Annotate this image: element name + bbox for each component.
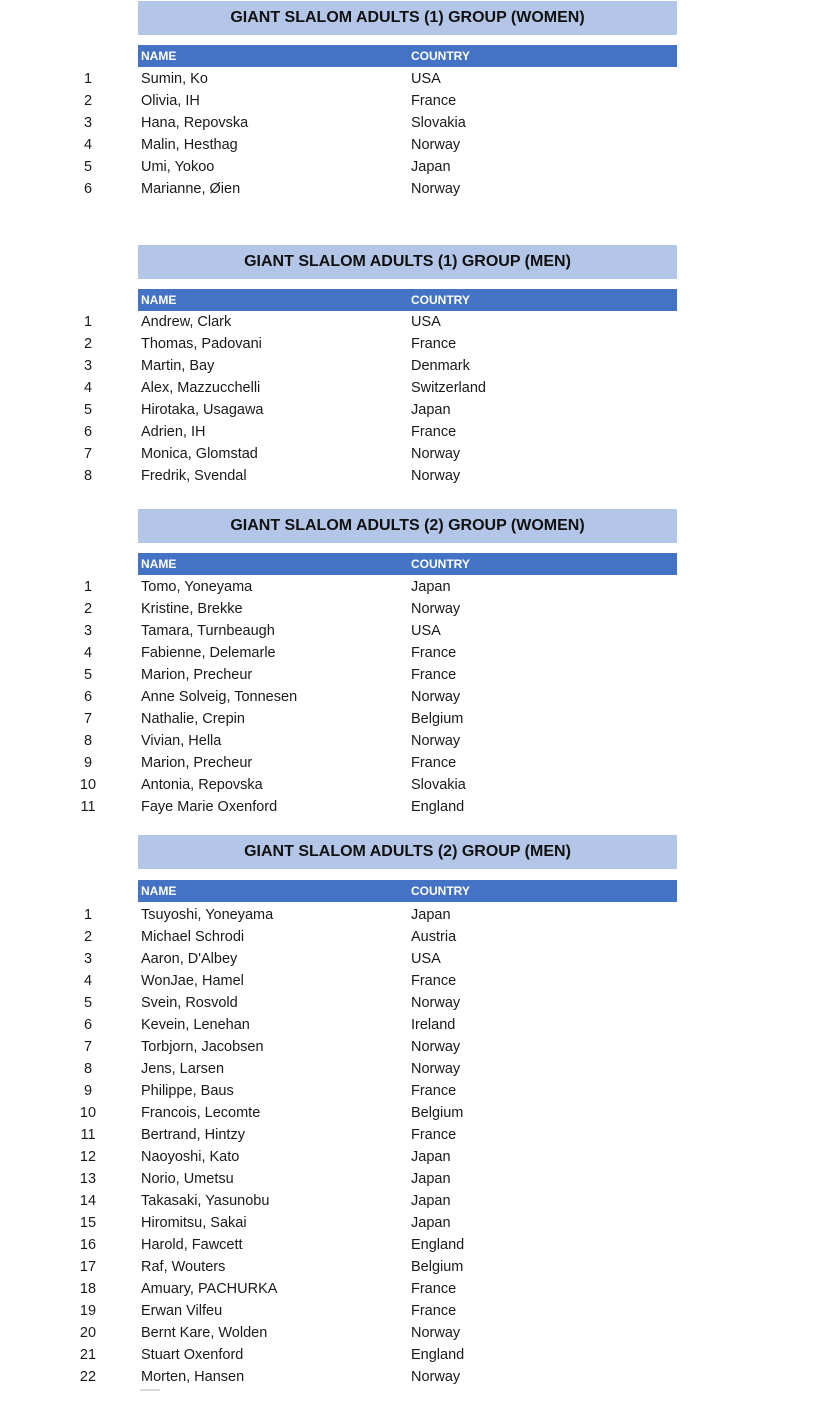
athlete-name: Bertrand, Hintzy	[141, 1127, 245, 1143]
table-row	[0, 1212, 820, 1234]
athlete-name: Jens, Larsen	[141, 1061, 225, 1077]
column-header-name: NAME	[141, 293, 177, 307]
table-row	[0, 598, 820, 620]
athlete-country: Japan	[411, 1193, 451, 1209]
athlete-country: Ireland	[411, 1017, 456, 1033]
athlete-name: Tamara, Turnbeaugh	[141, 623, 275, 639]
column-header-country: COUNTRY	[411, 884, 470, 898]
athlete-name: Vivian, Hella	[141, 733, 222, 749]
table-row	[0, 1278, 820, 1300]
table-row	[0, 708, 820, 730]
athlete-country: Slovakia	[411, 777, 466, 793]
athlete-country: France	[411, 755, 457, 771]
row-number: 3	[83, 623, 93, 639]
table-row	[0, 730, 820, 752]
row-number: 14	[79, 1193, 97, 1209]
row-number: 4	[83, 380, 93, 396]
row-number: 2	[83, 336, 93, 352]
row-number: 4	[83, 645, 93, 661]
table-row	[0, 1322, 820, 1344]
athlete-name: Anne Solveig, Tonnesen	[141, 689, 298, 705]
table-row	[0, 992, 820, 1014]
athlete-country: Norway	[411, 1325, 461, 1341]
row-number: 1	[83, 579, 93, 595]
athlete-country: Norway	[411, 468, 461, 484]
table-body	[0, 576, 820, 818]
athlete-name: Faye Marie Oxenford	[141, 799, 278, 815]
row-number: 1	[83, 71, 93, 87]
athlete-name: Torbjorn, Jacobsen	[141, 1039, 264, 1055]
athlete-name: Kristine, Brekke	[141, 601, 243, 617]
table-row	[0, 642, 820, 664]
column-header-name: NAME	[141, 557, 177, 571]
row-number: 12	[79, 1149, 97, 1165]
athlete-name: Erwan Vilfeu	[141, 1303, 223, 1319]
column-header-country: COUNTRY	[411, 557, 470, 571]
table-row	[0, 1080, 820, 1102]
cell-edge-mark	[140, 1389, 160, 1391]
athlete-country: Norway	[411, 733, 461, 749]
row-number: 21	[79, 1347, 97, 1363]
table-row	[0, 355, 820, 377]
athlete-name: Svein, Rosvold	[141, 995, 238, 1011]
table-body	[0, 311, 820, 487]
athlete-name: Tomo, Yoneyama	[141, 579, 253, 595]
athlete-country: France	[411, 1083, 457, 1099]
column-header-name: NAME	[141, 49, 177, 63]
athlete-country: Norway	[411, 995, 461, 1011]
row-number: 7	[83, 446, 93, 462]
table-row	[0, 112, 820, 134]
table-row	[0, 1366, 820, 1388]
athlete-country: France	[411, 973, 457, 989]
table-row	[0, 156, 820, 178]
athlete-name: Umi, Yokoo	[141, 159, 215, 175]
athlete-name: Norio, Umetsu	[141, 1171, 234, 1187]
athlete-name: Bernt Kare, Wolden	[141, 1325, 268, 1341]
row-number: 3	[83, 358, 93, 374]
row-number: 6	[83, 424, 93, 440]
athlete-name: Kevein, Lenehan	[141, 1017, 250, 1033]
athlete-name: Aaron, D'Albey	[141, 951, 238, 967]
table-row	[0, 90, 820, 112]
athlete-name: Malin, Hesthag	[141, 137, 238, 153]
row-number: 6	[83, 1017, 93, 1033]
row-number: 15	[79, 1215, 97, 1231]
row-number: 10	[79, 1105, 97, 1121]
table-row	[0, 377, 820, 399]
table-row	[0, 1102, 820, 1124]
table-row	[0, 1036, 820, 1058]
athlete-country: USA	[411, 623, 441, 639]
group-title: GIANT SLALOM ADULTS (1) GROUP (WOMEN)	[138, 1, 677, 35]
athlete-country: France	[411, 1281, 457, 1297]
table-row	[0, 443, 820, 465]
table-row	[0, 664, 820, 686]
athlete-country: Switzerland	[411, 380, 486, 396]
athlete-name: Olivia, IH	[141, 93, 200, 109]
athlete-name: Michael Schrodi	[141, 929, 245, 945]
athlete-country: Japan	[411, 579, 451, 595]
row-number: 7	[83, 1039, 93, 1055]
row-number: 8	[83, 468, 93, 484]
athlete-country: France	[411, 93, 457, 109]
row-number: 13	[79, 1171, 97, 1187]
row-number: 9	[83, 755, 93, 771]
athlete-country: Austria	[411, 929, 457, 945]
row-number: 4	[83, 137, 93, 153]
athlete-name: Antonia, Repovska	[141, 777, 263, 793]
table-row	[0, 178, 820, 200]
athlete-name: Monica, Glomstad	[141, 446, 258, 462]
table-row	[0, 904, 820, 926]
table-body	[0, 68, 820, 200]
athlete-country: Japan	[411, 1149, 451, 1165]
athlete-country: Norway	[411, 689, 461, 705]
row-number: 6	[83, 181, 93, 197]
athlete-country: Norway	[411, 601, 461, 617]
athlete-country: Norway	[411, 181, 461, 197]
athlete-country: Belgium	[411, 1105, 464, 1121]
table-row	[0, 752, 820, 774]
row-number: 5	[83, 667, 93, 683]
athlete-country: France	[411, 645, 457, 661]
athlete-country: Slovakia	[411, 115, 466, 131]
athlete-country: Japan	[411, 159, 451, 175]
athlete-country: Norway	[411, 1039, 461, 1055]
table-header	[138, 45, 677, 67]
row-number: 19	[79, 1303, 97, 1319]
athlete-name: Sumin, Ko	[141, 71, 208, 87]
athlete-name: Philippe, Baus	[141, 1083, 234, 1099]
athlete-name: Amuary, PACHURKA	[141, 1281, 278, 1297]
row-number: 8	[83, 1061, 93, 1077]
table-row	[0, 1058, 820, 1080]
athlete-name: Marion, Precheur	[141, 667, 253, 683]
table-row	[0, 686, 820, 708]
athlete-name: Stuart Oxenford	[141, 1347, 244, 1363]
athlete-country: France	[411, 667, 457, 683]
row-number: 5	[83, 402, 93, 418]
row-number: 1	[83, 314, 93, 330]
athlete-name: WonJae, Hamel	[141, 973, 244, 989]
row-number: 5	[83, 159, 93, 175]
row-number: 17	[79, 1259, 97, 1275]
table-row	[0, 1168, 820, 1190]
athlete-name: Hana, Repovska	[141, 115, 249, 131]
athlete-country: France	[411, 336, 457, 352]
athlete-country: England	[411, 1237, 465, 1253]
group-title: GIANT SLALOM ADULTS (2) GROUP (MEN)	[138, 835, 677, 869]
athlete-country: USA	[411, 314, 441, 330]
table-row	[0, 421, 820, 443]
row-number: 10	[79, 777, 97, 793]
group-title: GIANT SLALOM ADULTS (1) GROUP (MEN)	[138, 245, 677, 279]
athlete-country: France	[411, 424, 457, 440]
row-number: 8	[83, 733, 93, 749]
table-row	[0, 465, 820, 487]
row-number: 18	[79, 1281, 97, 1297]
table-row	[0, 796, 820, 818]
table-row	[0, 1014, 820, 1036]
row-number: 5	[83, 995, 93, 1011]
athlete-name: Morten, Hansen	[141, 1369, 245, 1385]
athlete-name: Raf, Wouters	[141, 1259, 226, 1275]
athlete-country: Denmark	[411, 358, 470, 374]
athlete-name: Tsuyoshi, Yoneyama	[141, 907, 274, 923]
athlete-country: Norway	[411, 1061, 461, 1077]
table-row	[0, 68, 820, 90]
table-row	[0, 926, 820, 948]
row-number: 20	[79, 1325, 97, 1341]
athlete-country: France	[411, 1127, 457, 1143]
column-header-country: COUNTRY	[411, 293, 470, 307]
column-header-name: NAME	[141, 884, 177, 898]
athlete-country: France	[411, 1303, 457, 1319]
table-row	[0, 970, 820, 992]
table-row	[0, 311, 820, 333]
row-number: 11	[80, 799, 96, 815]
athlete-country: Japan	[411, 402, 451, 418]
athlete-name: Fredrik, Svendal	[141, 468, 247, 484]
athlete-name: Naoyoshi, Kato	[141, 1149, 240, 1165]
athlete-country: Belgium	[411, 711, 464, 727]
table-row	[0, 576, 820, 598]
athlete-country: USA	[411, 951, 441, 967]
athlete-country: Belgium	[411, 1259, 464, 1275]
row-number: 3	[83, 115, 93, 131]
row-number: 2	[83, 929, 93, 945]
athlete-name: Takasaki, Yasunobu	[141, 1193, 270, 1209]
table-row	[0, 1234, 820, 1256]
table-row	[0, 774, 820, 796]
athlete-name: Marianne, Øien	[141, 181, 241, 197]
row-number: 3	[83, 951, 93, 967]
row-number: 7	[83, 711, 93, 727]
athlete-name: Harold, Fawcett	[141, 1237, 243, 1253]
table-row	[0, 1256, 820, 1278]
table-body	[0, 904, 820, 1388]
table-row	[0, 1124, 820, 1146]
athlete-country: Norway	[411, 137, 461, 153]
athlete-country: Norway	[411, 1369, 461, 1385]
table-row	[0, 1146, 820, 1168]
column-header-country: COUNTRY	[411, 49, 470, 63]
athlete-country: Japan	[411, 1171, 451, 1187]
athlete-country: England	[411, 1347, 465, 1363]
athlete-name: Andrew, Clark	[141, 314, 232, 330]
athlete-country: Norway	[411, 446, 461, 462]
athlete-name: Hirotaka, Usagawa	[141, 402, 264, 418]
table-row	[0, 1344, 820, 1366]
table-row	[0, 1190, 820, 1212]
athlete-country: Japan	[411, 1215, 451, 1231]
table-header	[138, 880, 677, 902]
row-number: 4	[83, 973, 93, 989]
athlete-name: Fabienne, Delemarle	[141, 645, 276, 661]
row-number: 9	[83, 1083, 93, 1099]
table-row	[0, 620, 820, 642]
athlete-name: Nathalie, Crepin	[141, 711, 245, 727]
row-number: 2	[83, 601, 93, 617]
group-title: GIANT SLALOM ADULTS (2) GROUP (WOMEN)	[138, 509, 677, 543]
row-number: 6	[83, 689, 93, 705]
athlete-name: Martin, Bay	[141, 358, 215, 374]
table-row	[0, 134, 820, 156]
table-row	[0, 399, 820, 421]
table-row	[0, 948, 820, 970]
table-row	[0, 1300, 820, 1322]
athlete-country: Japan	[411, 907, 451, 923]
row-number: 22	[79, 1369, 97, 1385]
row-number: 11	[80, 1127, 96, 1143]
table-row	[0, 333, 820, 355]
athlete-country: England	[411, 799, 465, 815]
row-number: 2	[83, 93, 93, 109]
row-number: 16	[79, 1237, 97, 1253]
table-header	[138, 553, 677, 575]
athlete-name: Marion, Precheur	[141, 755, 253, 771]
athlete-name: Thomas, Padovani	[141, 336, 262, 352]
athlete-name: Adrien, IH	[141, 424, 206, 440]
athlete-name: Francois, Lecomte	[141, 1105, 261, 1121]
athlete-name: Hiromitsu, Sakai	[141, 1215, 247, 1231]
athlete-country: USA	[411, 71, 441, 87]
row-number: 1	[83, 907, 93, 923]
table-header	[138, 289, 677, 311]
athlete-name: Alex, Mazzucchelli	[141, 380, 261, 396]
